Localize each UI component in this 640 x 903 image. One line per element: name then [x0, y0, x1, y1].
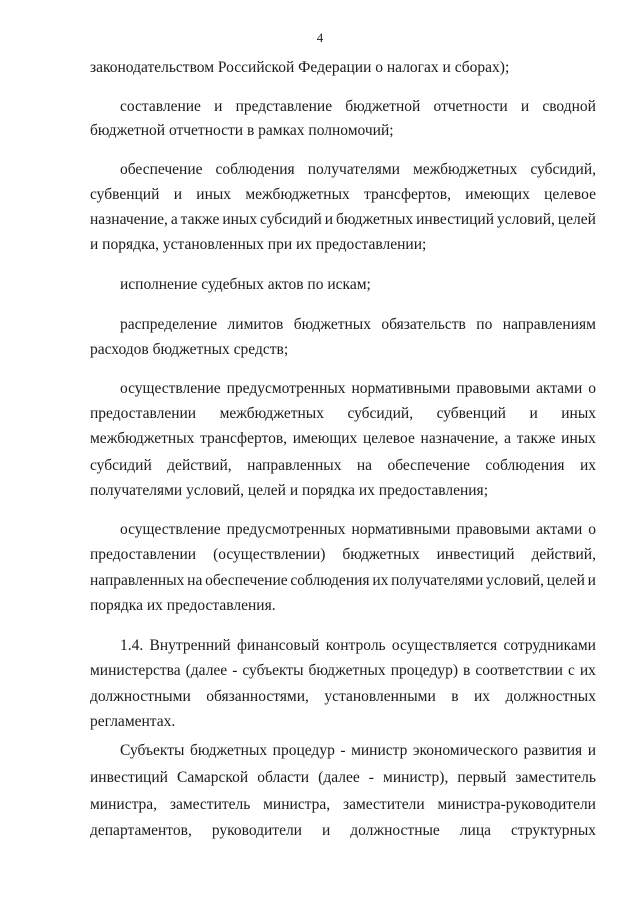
text-line: бюджетной отчетности в рамках полномочий;	[90, 122, 394, 139]
text-line: Субъекты бюджетных процедур - министр экономического развития и	[120, 742, 596, 759]
text-line: предоставлении (осуществлении) бюджетных инвестиций действий,	[90, 546, 596, 563]
text-line: обеспечение соблюдения получателями межбюджетных субсидий,	[120, 161, 596, 178]
text-line: межбюджетных трансфертов, имеющих целевое назначение, а также иных	[90, 430, 596, 447]
text-line: направленных на обеспечение соблюдения их получателями условий, целей и	[90, 572, 596, 589]
text-line: осуществление предусмотренных нормативными правовыми актами о	[120, 521, 596, 538]
text-line: распределение лимитов бюджетных обязательств по направлениям	[120, 316, 596, 333]
text-line: получателями условий, целей и порядка их предоставления;	[90, 482, 488, 499]
text-line: назначение, а также иных субсидий и бюджетных инвестиций условий, целей	[90, 211, 596, 228]
text-line: законодательством Российской Федерации о налогах и сборах);	[90, 59, 510, 76]
text-line: министра, заместитель министра, заместители министра-руководители	[90, 796, 596, 813]
text-line: осуществление предусмотренных нормативными правовыми актами о	[120, 380, 596, 397]
text-line: субсидий действий, направленных на обеспечение соблюдения их	[90, 457, 596, 474]
text-line: субвенций и иных межбюджетных трансфертов, имеющих целевое	[90, 186, 596, 203]
text-line: исполнение судебных актов по искам;	[120, 276, 371, 293]
text-line: составление и представление бюджетной отчетности и сводной	[120, 98, 596, 115]
text-line: и порядка, установленных при их предоставлении;	[90, 236, 427, 253]
text-line: расходов бюджетных средств;	[90, 341, 289, 358]
text-line: 1.4. Внутренний финансовый контроль осуществляется сотрудниками	[120, 637, 596, 654]
page-number: 4	[316, 30, 324, 45]
text-line: предоставлении межбюджетных субсидий, субвенций и иных	[90, 405, 596, 422]
text-line: должностными обязанностями, установленными в их должностных	[90, 688, 596, 705]
text-line: министерства (далее - субъекты бюджетных процедур) в соответствии с их	[90, 662, 596, 679]
text-line: инвестиций Самарской области (далее - министр), первый заместитель	[90, 769, 596, 786]
text-line: регламентах.	[90, 713, 176, 730]
text-line: порядка их предоставления.	[90, 597, 276, 614]
text-line: департаментов, руководители и должностные лица структурных	[90, 822, 596, 839]
